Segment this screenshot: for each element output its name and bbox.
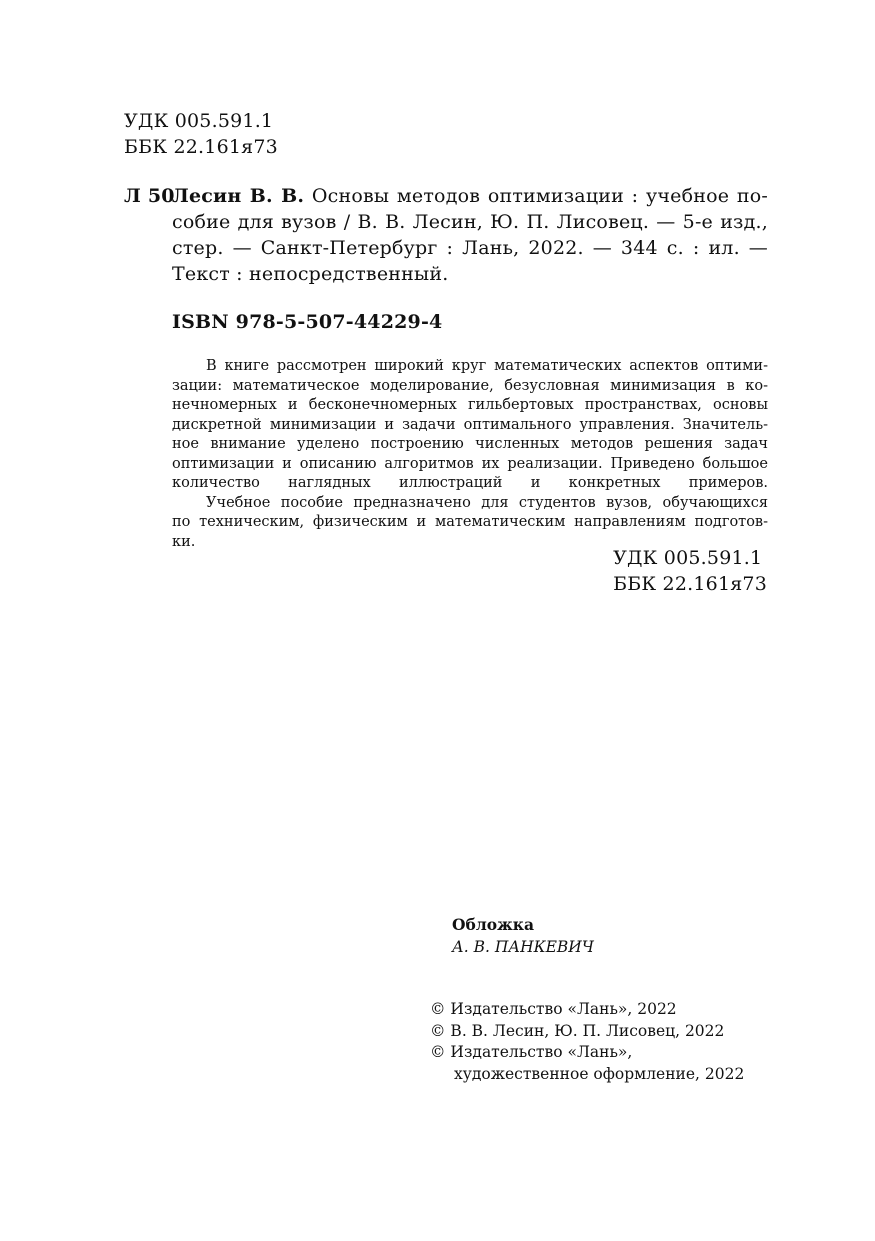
biblio-line-1 [172,183,768,209]
abstract-line: Учебное пособие предназначено для студентов вузов, обучающихся [206,494,768,511]
abstract-line: ное внимание уделено построению численных методов решения задач [172,436,768,452]
copyright-line: художественное оформление, 2022 [454,1064,745,1083]
copyright-line: © Издательство «Лань», 2022 [430,1000,677,1018]
biblio-line-2: собие для вузов / В. В. Лесин, Ю. П. Лисовец. — 5-е изд., [172,211,768,233]
biblio-line-3: стер. — Санкт-Петербург : Лань, 2022. — 344 с. : ил. — [172,237,768,259]
abstract [172,357,768,552]
cover-designer: А. В. ПАНКЕВИЧ [452,938,594,956]
copyright-line: © Издательство «Лань», [430,1043,633,1061]
udk-code: УДК 005.591.1 [613,547,763,569]
bbk-code: ББК 22.161я73 [124,136,278,158]
abstract-line: В книге рассмотрен широкий круг математических аспектов оптими- [206,358,768,374]
cover-credit [452,913,594,959]
abstract-line: дискретной минимизации и задачи оптимального управления. Значитель- [172,416,768,433]
bbk-code: ББК 22.161я73 [613,573,767,595]
copyright-block [430,999,744,1085]
cover-label: Обложка [452,915,534,934]
abstract-line: ки. [172,533,196,550]
udk-code: УДК 005.591.1 [124,110,274,132]
bibliographic-description [172,183,768,287]
abstract-line: количество наглядных иллюстраций и конкретных примеров. [172,475,768,491]
isbn: ISBN 978-5-507-44229-4 [172,311,443,333]
abstract-line: зации: математическое моделирование, безусловная минимизация в ко- [172,377,768,394]
shelf-mark: Л 50 [124,185,175,207]
abstract-line: по техническим, физическим и математическим направлениям подготов- [172,514,768,530]
classification-codes-bottom [613,545,767,597]
abstract-line: нечномерных и бесконечномерных гильбертовых пространствах, основы [172,397,768,413]
author-name: Лесин В. В. [172,185,305,207]
title-text: Основы методов оптимизации : учебное по- [304,185,768,207]
abstract-line: оптимизации и описанию алгоритмов их реализации. Приведено большое [172,455,768,472]
copyright-line: © В. В. Лесин, Ю. П. Лисовец, 2022 [430,1021,725,1040]
biblio-line-4: Текст : непосредственный. [172,263,449,285]
classification-codes-top [124,108,278,160]
